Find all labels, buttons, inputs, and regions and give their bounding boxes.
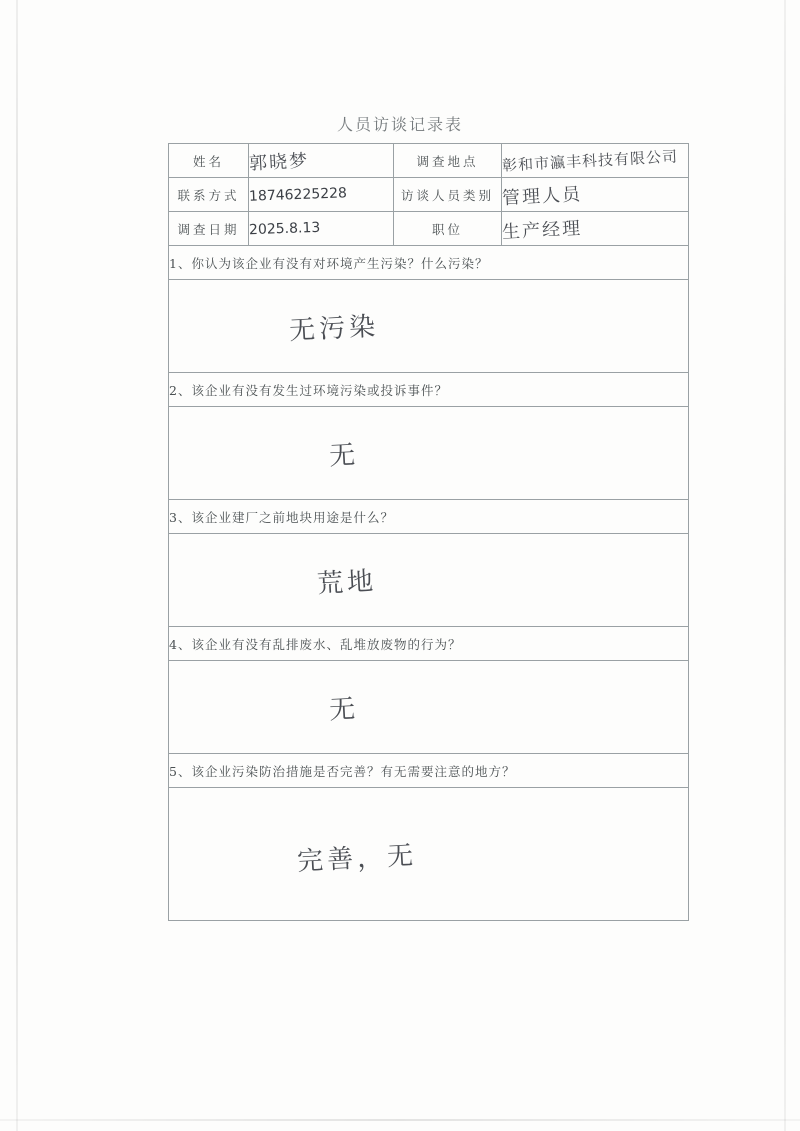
- value-contact: [249, 178, 394, 212]
- question-4-body: 该企业有没有乱排废水、乱堆放废物的行为？: [191, 636, 462, 652]
- question-5-text: [169, 754, 689, 788]
- table-row: [169, 212, 689, 246]
- answer-3-cell: [169, 534, 689, 627]
- question-row: [169, 500, 689, 534]
- handwriting-interviewee-type: 管理人员: [501, 183, 583, 209]
- question-row: [169, 627, 689, 661]
- question-row: [169, 246, 689, 280]
- question-3-text: [169, 500, 689, 534]
- answer-row: [169, 407, 689, 500]
- question-2-number: 2、: [169, 382, 192, 398]
- answer-row: [169, 788, 689, 921]
- answer-2-cell: [169, 407, 689, 500]
- label-survey-date: 调查日期: [169, 212, 249, 246]
- handwriting-position: 生产经理: [501, 217, 583, 243]
- handwriting-name: 郭晓梦: [248, 149, 310, 175]
- label-survey-location: 调查地点: [394, 144, 502, 178]
- table-row: [169, 144, 689, 178]
- answer-row: [169, 661, 689, 754]
- table-row: [169, 178, 689, 212]
- answer-row: [169, 280, 689, 373]
- handwriting-survey-date: 2025.8.13: [248, 219, 321, 238]
- question-1-body: 你认为该企业有没有对环境产生污染？什么污染？: [191, 255, 489, 271]
- handwriting-answer-2: 无: [328, 439, 360, 472]
- handwriting-answer-5: 完善，无: [296, 841, 418, 878]
- handwriting-answer-1: 无污染: [288, 311, 380, 346]
- value-name: [249, 144, 394, 178]
- value-survey-location: [502, 144, 689, 178]
- handwriting-survey-location: 彰和市瀛丰科技有限公司: [501, 147, 679, 175]
- label-position: 职位: [394, 212, 502, 246]
- answer-row: [169, 534, 689, 627]
- question-5-number: 5、: [169, 763, 192, 779]
- question-2-text: [169, 373, 689, 407]
- question-3-body: 该企业建厂之前地块用途是什么？: [191, 509, 394, 525]
- value-position: [502, 212, 689, 246]
- answer-5-cell: [169, 788, 689, 921]
- question-row: [169, 373, 689, 407]
- question-5-body: 该企业污染防治措施是否完善？有无需要注意的地方？: [191, 763, 516, 779]
- answer-4-cell: [169, 661, 689, 754]
- handwriting-contact: 18746225228: [248, 184, 348, 205]
- question-3-number: 3、: [169, 509, 192, 525]
- question-4-text: [169, 627, 689, 661]
- value-interviewee-type: [502, 178, 689, 212]
- interview-form-table: [168, 143, 689, 921]
- label-contact: 联系方式: [169, 178, 249, 212]
- handwriting-answer-4: 无: [328, 693, 360, 726]
- question-2-body: 该企业有没有发生过环境污染或投诉事件？: [191, 382, 448, 398]
- handwriting-answer-3: 荒地: [316, 566, 378, 600]
- page-title: 人员访谈记录表: [336, 115, 463, 134]
- question-1-text: [169, 246, 689, 280]
- question-row: [169, 754, 689, 788]
- label-name: 姓名: [169, 144, 249, 178]
- question-1-number: 1、: [169, 255, 192, 271]
- label-interviewee-type: 访谈人员类别: [394, 178, 502, 212]
- answer-1-cell: [169, 280, 689, 373]
- question-4-number: 4、: [169, 636, 192, 652]
- value-survey-date: [249, 212, 394, 246]
